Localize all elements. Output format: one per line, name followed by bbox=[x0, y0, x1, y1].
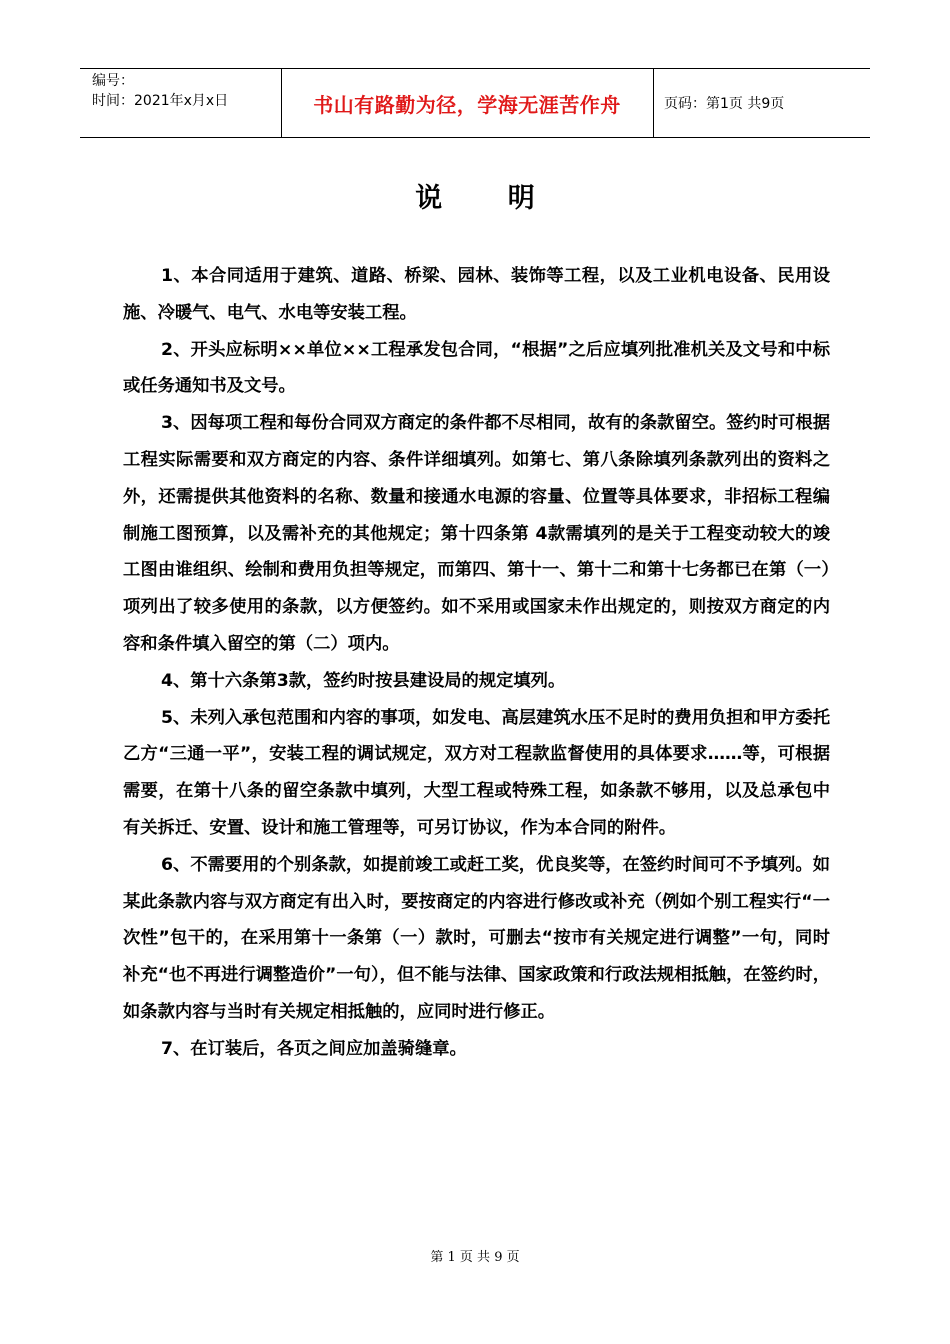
paragraph-7: 7、在订装后，各页之间应加盖骑缝章。 bbox=[161, 1038, 467, 1059]
paragraph-6: 6、不需要用的个别条款，如提前竣工或赶工奖，优良奖等，在签约时间可不予填列。如某此条款内容与双方商定有出入时，要按商定的内容进行修改或补充（例如个别工程实行“一次性”包干的，在采用第十一条第（一）款时，可删去“按市有关规定进行调整”一句，同时补充“也不再进行调整造价”一句），但不能与法律、国家政策和行政法规相抵触，在签约时，如条款内容与当时有关规定相抵触的，应同时进行修正。 bbox=[123, 854, 830, 1022]
header-divider bbox=[653, 69, 654, 137]
number-label: 编号： bbox=[92, 73, 134, 89]
header-page-code: 页码：第1页 共9页 bbox=[664, 96, 785, 112]
paragraph-5: 5、未列入承包范围和内容的事项，如发电、高层建筑水压不足时的费用负担和甲方委托乙方“三通一平”，安装工程的调试规定，双方对工程款监督使用的具体要求……等，可根据需要，在第十八条的留空条款中填列，大型工程或特殊工程，如条款不够用，以及总承包中有关拆迁、安置、设计和施工管理等，可另订协议，作为本合同的附件。 bbox=[123, 707, 830, 838]
header-meta bbox=[80, 69, 280, 137]
paragraph-1: 1、本合同适用于建筑、道路、桥梁、园林、装饰等工程，以及工业机电设备、民用设施、冷暖气、电气、水电等安装工程。 bbox=[123, 266, 830, 323]
header-motto: 书山有路勤为径，学海无涯苦作舟 bbox=[313, 92, 621, 117]
document-title: 说 明 bbox=[415, 183, 563, 214]
paragraph-2: 2、开头应标明××单位××工程承发包合同，“根据”之后应填列批准机关及文号和中标或任务通知书及文号。 bbox=[123, 339, 830, 397]
time-label: 时间：2021年x月x日 bbox=[92, 93, 229, 109]
paragraph-3: 3、因每项工程和每份合同双方商定的条件都不尽相同，故有的条款留空。签约时可根据工程实际需要和双方商定的内容、条件详细填列。如第七、第八条除填列条款列出的资料之外，还需提供其他资料的名称、数量和接通水电源的容量、位置等具体要求，非招标工程编制施工图预算，以及需补充的其他规定；第十四条第 4款需填列的是关于工程变动较大的竣工图由谁组织、绘制和费用负担等规定，而第四、第十一、第十二和第十七务都已在第（一）项列出了较多使用的条款，以方便签约。如不采用或国家未作出规定的，则按双方商定的内容和条件填入留空的第（二）项内。 bbox=[123, 413, 830, 654]
page-footer: 第 1 页 共 9 页 bbox=[430, 1250, 520, 1265]
paragraph-4: 4、第十六条第3款，签约时按县建设局的规定填列。 bbox=[161, 670, 566, 691]
document-body bbox=[123, 258, 830, 1068]
page-header bbox=[80, 68, 870, 138]
